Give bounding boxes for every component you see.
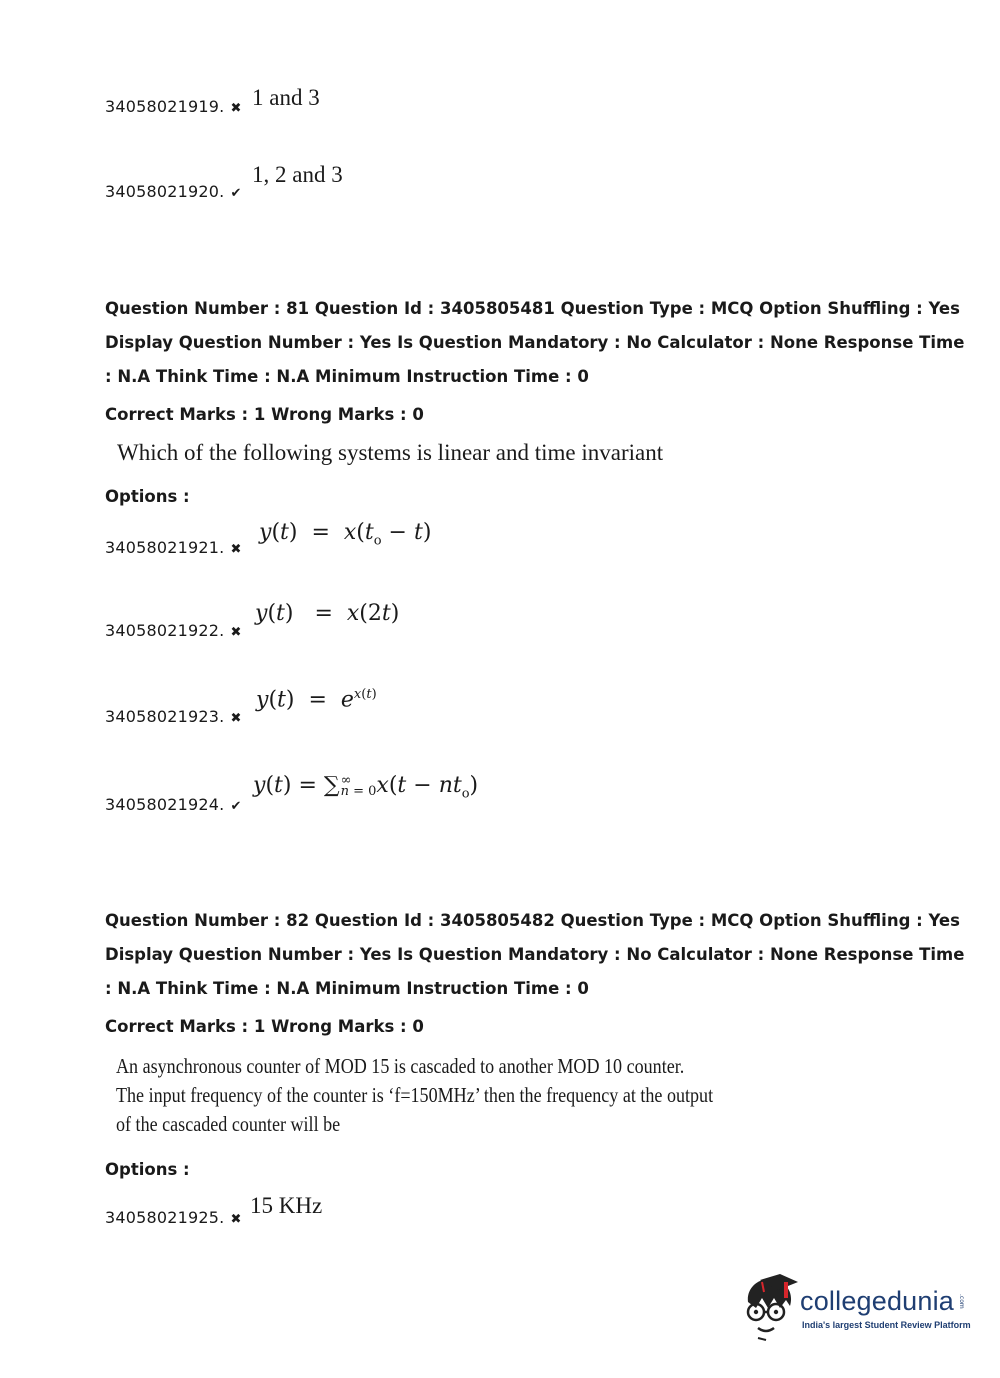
- option-id-text: 34058021922.: [105, 621, 225, 640]
- question-text-line: An asynchronous counter of MOD 15 is cascaded to another MOD 10 counter.: [116, 1054, 685, 1078]
- option-id-text: 34058021924.: [105, 795, 225, 814]
- logo-suffix: .com: [958, 1294, 965, 1309]
- question-text: Which of the following systems is linear and time invariant: [117, 440, 664, 465]
- wrong-mark-icon: ✖: [230, 711, 242, 726]
- option-equation: y(t) = ∑ ∞ n = 0 $x(t - nt_o)$: [253, 773, 479, 802]
- options-label: Options :: [105, 1160, 190, 1179]
- logo-tagline: India's largest Student Review Platform: [802, 1320, 971, 1330]
- question-text: [116, 1052, 713, 1139]
- option-id-text: 34058021920.: [105, 182, 225, 201]
- wrong-mark-icon: ✖: [230, 542, 242, 557]
- option-id-text: 34058021919.: [105, 97, 225, 116]
- question-meta-line: : N.A Think Time : N.A Minimum Instruction Time : 0: [105, 979, 589, 998]
- option-text: 1 and 3: [252, 85, 320, 110]
- question-text-line: of the cascaded counter will be: [116, 1112, 341, 1136]
- wrong-mark-icon: ✖: [230, 101, 242, 116]
- option-id-text: 34058021921.: [105, 538, 225, 557]
- options-label: Options :: [105, 487, 190, 506]
- logo-name: collegedunia: [800, 1286, 955, 1316]
- question-text-line: The input frequency of the counter is ‘f=150MHz’ then the frequency at the output: [116, 1083, 714, 1107]
- marks-line: Correct Marks : 1 Wrong Marks : 0: [105, 1017, 424, 1036]
- option-id: [105, 97, 242, 116]
- question-meta-line: : N.A Think Time : N.A Minimum Instruction Time : 0: [105, 367, 589, 386]
- option-id-text: 34058021925.: [105, 1208, 225, 1227]
- correct-mark-icon: ✔: [230, 186, 242, 201]
- wrong-mark-icon: ✖: [230, 1212, 242, 1227]
- option-equation: $y(t) = x(t_o - t)$: [259, 520, 432, 549]
- option-id: [105, 621, 242, 640]
- correct-mark-icon: ✔: [230, 799, 242, 814]
- option-text: 1, 2 and 3: [252, 162, 343, 187]
- collegedunia-logo: [740, 1272, 970, 1344]
- wrong-mark-icon: ✖: [230, 625, 242, 640]
- question-meta-line: Question Number : 81 Question Id : 3405805481 Question Type : MCQ Option Shuffling : Yes: [105, 299, 960, 318]
- option-equation: y(t) = x(2t): [255, 601, 400, 626]
- option-equation: $y(t) = e^{x(t)}$: [256, 687, 377, 713]
- option-id: [105, 538, 242, 557]
- question-meta-line: Display Question Number : Yes Is Question Mandatory : No Calculator : None Response Time: [105, 945, 965, 964]
- mascot-icon: [740, 1272, 800, 1344]
- option-text: 15 KHz: [250, 1193, 323, 1218]
- question-meta-line: Question Number : 82 Question Id : 3405805482 Question Type : MCQ Option Shuffling : Yes: [105, 911, 960, 930]
- marks-line: Correct Marks : 1 Wrong Marks : 0: [105, 405, 424, 424]
- option-id: [105, 182, 242, 201]
- question-meta-line: Display Question Number : Yes Is Question Mandatory : No Calculator : None Response Time: [105, 333, 965, 352]
- option-id: [105, 1208, 242, 1227]
- option-id-text: 34058021923.: [105, 707, 225, 726]
- option-id: [105, 707, 242, 726]
- option-id: [105, 795, 242, 814]
